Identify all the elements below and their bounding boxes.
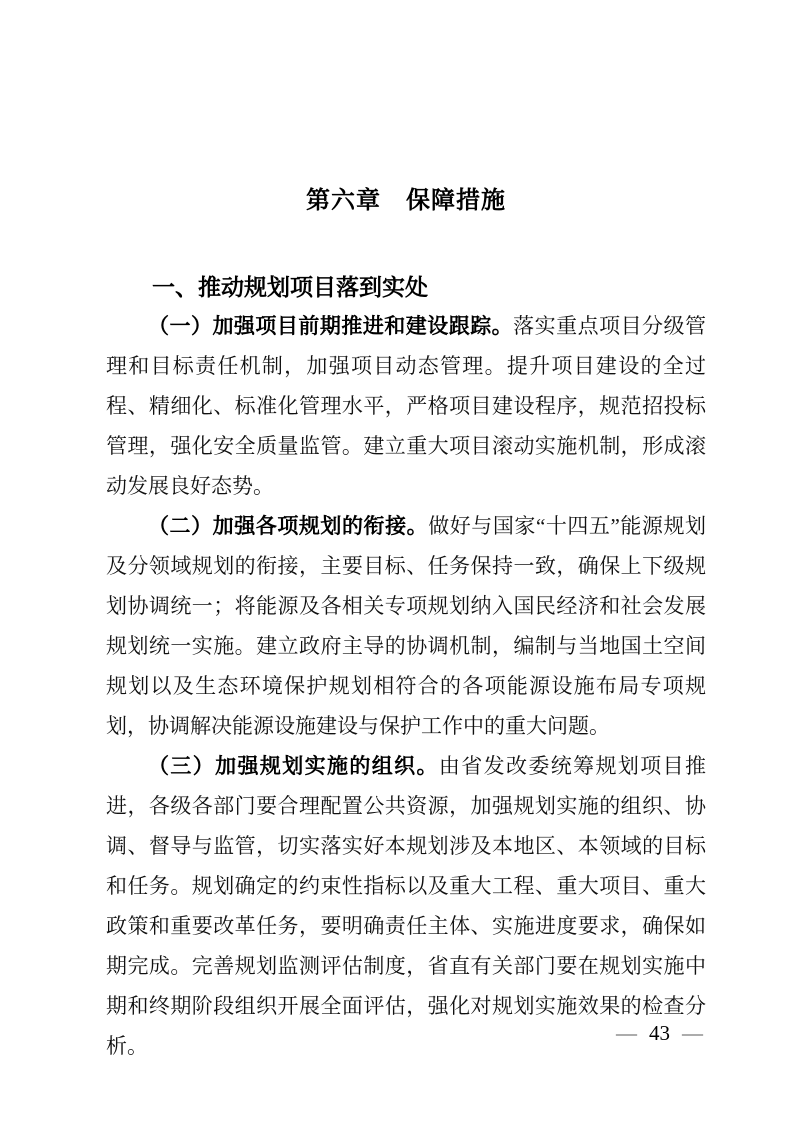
footer-dash-right: — (682, 1021, 703, 1045)
paragraph (106, 506, 706, 746)
page-footer (616, 1020, 703, 1046)
paragraph-text: 由省发改委统筹规划项目推进，各级各部门要合理配置公共资源，加强规划实施的组织、协调、督导与监管，切实落实好本规划涉及本地区、本领域的目标和任务。规划确定的约束性指标以及重大工程、重大项目、重大政策和重要改革任务，要明确责任主体、实施进度要求，确保如期完成。完善规划监测评估制度，省直有关部门要在规划实施中期和终期阶段组织开展全面评估，强化对规划实施效果的检查分析。 (106, 754, 706, 1058)
page-number: 43 (649, 1021, 670, 1045)
footer-dash-left: — (616, 1021, 637, 1045)
section-body (106, 306, 706, 1066)
paragraph-text: 落实重点项目分级管理和目标责任机制，加强项目动态管理。提升项目建设的全过程、精细化、标准化管理水平，严格项目建设程序，规范招投标管理，强化安全质量监管。建立重大项目滚动实施机制，形成滚动发展良好态势。 (106, 314, 707, 498)
paragraph (106, 306, 706, 506)
paragraph-lead: （一）加强项目前期推进和建设跟踪。 (148, 314, 514, 338)
paragraph (106, 746, 706, 1066)
section-heading: 一、推动规划项目落到实处 (152, 274, 428, 300)
paragraph-lead: （二）加强各项规划的衔接。 (148, 514, 429, 538)
paragraph-lead: （三）加强规划实施的组织。 (148, 754, 439, 778)
chapter-title: 第六章 保障措施 (306, 187, 506, 214)
paragraph-text: 做好与国家“十四五”能源规划及分领域规划的衔接，主要目标、任务保持一致，确保上下级规划协调统一；将能源及各相关专项规划纳入国民经济和社会发展规划统一实施。建立政府主导的协调机制，编制与当地国土空间规划以及生态环境保护规划相符合的各项能源设施布局专项规划，协调解决能源设施建设与保护工作中的重大问题。 (106, 514, 707, 738)
